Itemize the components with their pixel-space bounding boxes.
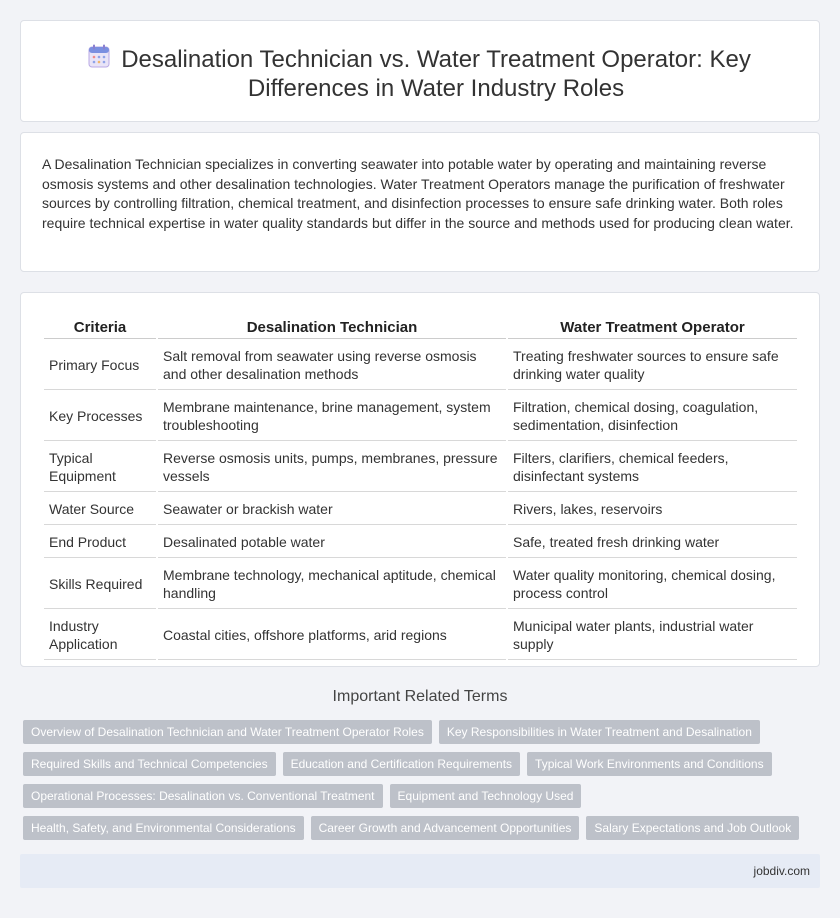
tag-row xyxy=(23,720,823,744)
related-term-tag[interactable]: Required Skills and Technical Competencies xyxy=(23,752,276,776)
intro-card xyxy=(20,132,820,272)
related-terms-list xyxy=(23,720,823,848)
intro-paragraph: A Desalination Technician specializes in converting seawater into potable water by operating and maintaining reverse osmosis systems and other desalination technologies. Water Treatment Operators manage the purification of freshwater sources by controlling filtration, chemical treatment, and disinfection processes to ensure safe drinking water. Both roles require technical expertise in water quality standards but differ in the source and methods used for producing clean water. xyxy=(42,156,794,231)
row-treatment-value: Rivers, lakes, reservoirs xyxy=(508,494,797,525)
row-criteria: Primary Focus xyxy=(44,341,156,390)
comparison-table xyxy=(42,313,799,662)
related-term-tag[interactable]: Operational Processes: Desalination vs. Conventional Treatment xyxy=(23,784,383,808)
related-term-tag[interactable]: Career Growth and Advancement Opportunities xyxy=(311,816,580,840)
row-treatment-value: Filters, clarifiers, chemical feeders, disinfectant systems xyxy=(508,443,797,492)
row-desalination-value: Reverse osmosis units, pumps, membranes, pressure vessels xyxy=(158,443,506,492)
row-desalination-value: Salt removal from seawater using reverse osmosis and other desalination methods xyxy=(158,341,506,390)
row-desalination-value: Desalinated potable water xyxy=(158,527,506,558)
row-desalination-value: Seawater or brackish water xyxy=(158,494,506,525)
related-term-tag[interactable]: Salary Expectations and Job Outlook xyxy=(586,816,799,840)
related-term-tag[interactable]: Overview of Desalination Technician and Water Treatment Operator Roles xyxy=(23,720,432,744)
row-desalination-value: Coastal cities, offshore platforms, arid regions xyxy=(158,611,506,660)
row-treatment-value: Water quality monitoring, chemical dosing, process control xyxy=(508,560,797,609)
row-treatment-value: Municipal water plants, industrial water supply xyxy=(508,611,797,660)
related-term-tag[interactable]: Typical Work Environments and Conditions xyxy=(527,752,772,776)
tag-row xyxy=(23,752,823,776)
table-row xyxy=(44,341,797,390)
row-criteria: Skills Required xyxy=(44,560,156,609)
row-desalination-value: Membrane maintenance, brine management, system troubleshooting xyxy=(158,392,506,441)
row-desalination-value: Membrane technology, mechanical aptitude, chemical handling xyxy=(158,560,506,609)
table-row xyxy=(44,494,797,525)
row-treatment-value: Treating freshwater sources to ensure safe drinking water quality xyxy=(508,341,797,390)
footer-site-link[interactable]: jobdiv.com xyxy=(753,864,810,878)
table-row xyxy=(44,611,797,660)
row-criteria: Industry Application xyxy=(44,611,156,660)
row-criteria: End Product xyxy=(44,527,156,558)
title-card xyxy=(20,20,820,122)
related-term-tag[interactable]: Health, Safety, and Environmental Considerations xyxy=(23,816,304,840)
table-row xyxy=(44,527,797,558)
related-term-tag[interactable]: Equipment and Technology Used xyxy=(390,784,582,808)
related-term-tag[interactable]: Education and Certification Requirements xyxy=(283,752,520,776)
table-row xyxy=(44,443,797,492)
header-desalination-technician: Desalination Technician xyxy=(158,315,506,339)
tag-row xyxy=(23,816,823,840)
table-row xyxy=(44,560,797,609)
comparison-card xyxy=(20,292,820,667)
row-criteria: Key Processes xyxy=(44,392,156,441)
related-term-tag[interactable]: Key Responsibilities in Water Treatment and Desalination xyxy=(439,720,760,744)
row-treatment-value: Filtration, chemical dosing, coagulation, sedimentation, disinfection xyxy=(508,392,797,441)
row-criteria: Water Source xyxy=(44,494,156,525)
related-terms-heading: Important Related Terms xyxy=(332,688,508,705)
tag-row xyxy=(23,784,823,808)
table-header-row xyxy=(44,315,797,339)
row-criteria: Typical Equipment xyxy=(44,443,156,492)
header-criteria: Criteria xyxy=(44,315,156,339)
footer xyxy=(20,854,820,888)
header-water-treatment-operator: Water Treatment Operator xyxy=(508,315,797,339)
page-title: Desalination Technician vs. Water Treatment Operator: Key Differences in Water Industry Roles xyxy=(121,46,751,102)
table-row xyxy=(44,392,797,441)
row-treatment-value: Safe, treated fresh drinking water xyxy=(508,527,797,558)
